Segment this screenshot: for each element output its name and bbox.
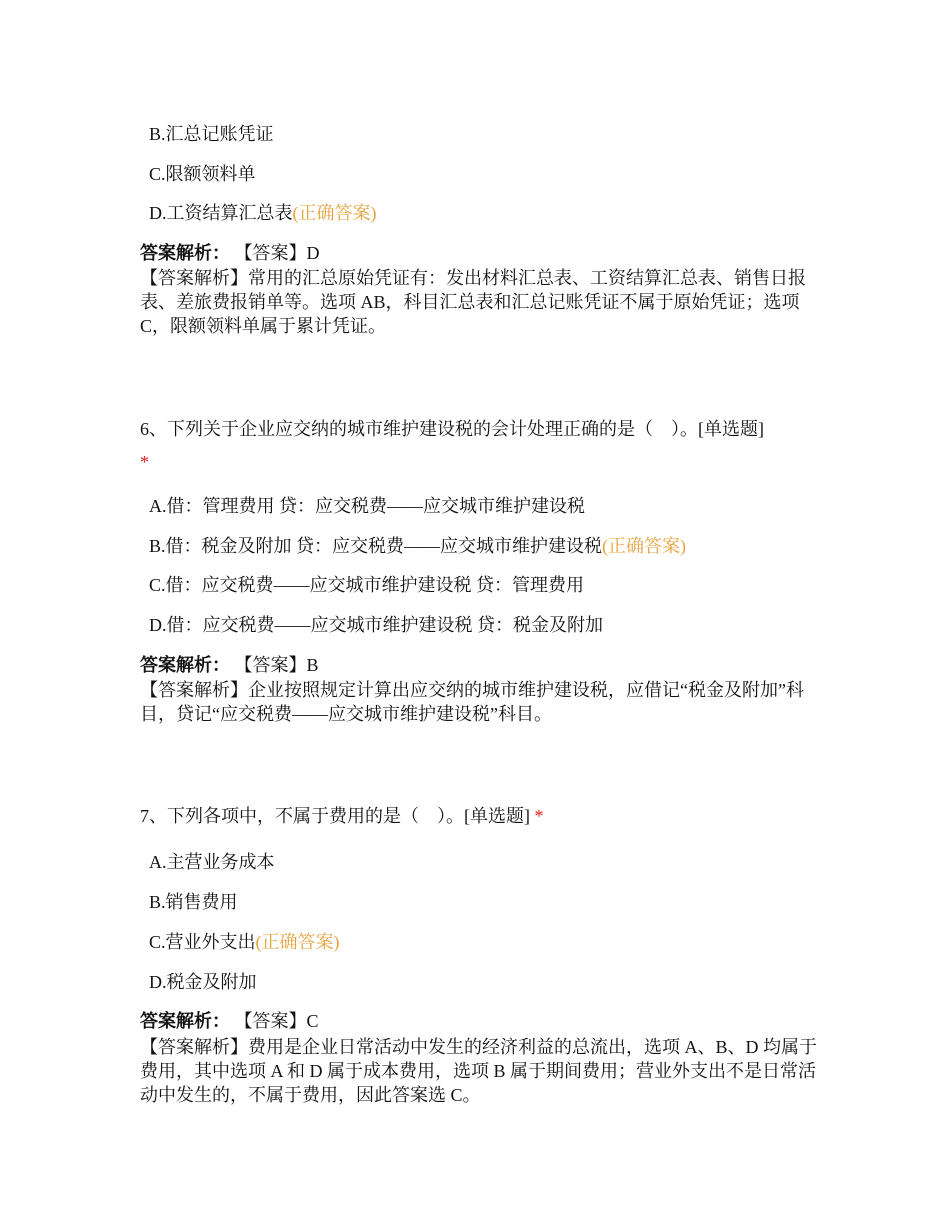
correct-answer-tag: (正确答案): [602, 536, 687, 556]
answer-text: 【答案】D: [234, 243, 320, 263]
option-text: B.借：税金及附加 贷：应交税费——应交城市维护建设税: [149, 536, 603, 556]
question-text: 7、下列各项中，不属于费用的是（ ）。[单选题]: [140, 806, 530, 826]
q6-option-b: [149, 534, 686, 558]
q7-option-b: [149, 890, 238, 914]
q5-option-d: [149, 201, 377, 225]
option-text: A.借：管理费用 贷：应交税费——应交城市维护建设税: [149, 496, 585, 516]
q6-answer-line: [140, 653, 319, 677]
correct-answer-tag: (正确答案): [255, 932, 340, 952]
option-text: C.营业外支出: [149, 932, 256, 952]
analysis-label: 答案解析：: [140, 243, 230, 263]
option-text: B.销售费用: [149, 892, 238, 912]
answer-text: 【答案】B: [234, 655, 319, 675]
q6-option-a: [149, 494, 585, 518]
q5-option-b: [149, 122, 274, 146]
q6-required-mark: [140, 450, 149, 474]
answer-text: 【答案】C: [234, 1011, 319, 1031]
q7-answer-line: [140, 1009, 319, 1033]
q6-option-d: [149, 613, 603, 637]
q5-explanation: 【答案解析】常用的汇总原始凭证有：发出材料汇总表、工资结算汇总表、销售日报表、差旅费报销单等。选项 AB，科目汇总表和汇总记账凭证不属于原始凭证；选项 C，限额领料单属于累计凭证。: [140, 268, 806, 336]
q6-explanation: 【答案解析】企业按照规定计算出应交纳的城市维护建设税，应借记“税金及附加”科目，贷记“应交税费——应交城市维护建设税”科目。: [140, 680, 804, 724]
q7-option-d: [149, 970, 257, 994]
q6-option-c: [149, 573, 584, 597]
option-text: B.汇总记账凭证: [149, 124, 274, 144]
q5-option-c: [149, 162, 256, 186]
required-asterisk: *: [534, 806, 544, 826]
q6-question: [140, 417, 820, 441]
question-text: 6、下列关于企业应交纳的城市维护建设税的会计处理正确的是（ ）。[单选题]: [140, 419, 764, 439]
analysis-label: 答案解析：: [140, 655, 230, 675]
option-text: C.借：应交税费——应交城市维护建设税 贷：管理费用: [149, 575, 585, 595]
option-text: D.税金及附加: [149, 972, 257, 992]
option-text: C.限额领料单: [149, 164, 256, 184]
q7-explanation: 【答案解析】费用是企业日常活动中发生的经济利益的总流出，选项 A、B、D 均属于费用，其中选项 A 和 D 属于成本费用，选项 B 属于期间费用；营业外支出不是日常活动中发生的，不属于费用，因此答案选 C。: [140, 1037, 818, 1105]
q7-question: [140, 804, 820, 828]
option-text: D.工资结算汇总表: [149, 203, 293, 223]
required-asterisk: *: [140, 452, 149, 472]
q7-option-c: [149, 930, 340, 954]
q5-answer-line: [140, 241, 320, 265]
q7-option-a: [149, 850, 275, 874]
analysis-label: 答案解析：: [140, 1011, 230, 1031]
correct-answer-tag: (正确答案): [292, 203, 377, 223]
option-text: A.主营业务成本: [149, 852, 275, 872]
option-text: D.借：应交税费——应交城市维护建设税 贷：税金及附加: [149, 615, 603, 635]
